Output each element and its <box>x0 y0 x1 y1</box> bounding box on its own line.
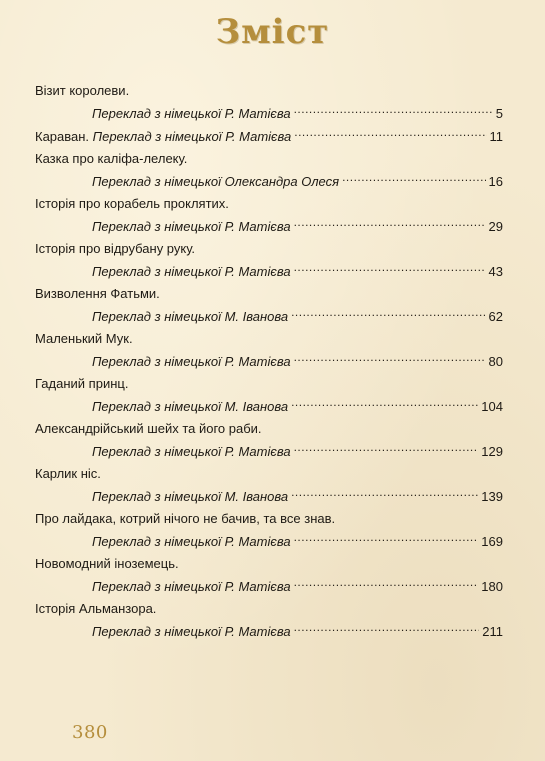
toc-entry-title: Казка про каліфа-лелеку. <box>35 151 188 166</box>
dot-leader <box>294 128 486 141</box>
toc-entry-translator: Переклад з німецької Р. Матієва <box>92 129 292 144</box>
toc-entry-title: Визволення Фатьми. <box>35 286 160 301</box>
toc-entry-line <box>35 620 503 643</box>
toc-entry-title: Карлик ніс. <box>35 466 101 481</box>
toc-entry-translator: Переклад з німецької Р. Матієва <box>92 354 291 369</box>
toc-entry-title: Про лайдака, котрий нічого не бачив, та все знав. <box>35 511 336 526</box>
toc-entry-title: Історія про відрубану руку. <box>35 241 196 256</box>
dot-leader <box>294 533 479 546</box>
toc-entry <box>35 553 503 598</box>
toc-entry-title: Маленький Мук. <box>35 331 133 346</box>
toc-entry <box>35 418 503 463</box>
toc-entry-translator: Переклад з німецької Р. Матієва <box>92 264 291 279</box>
toc-entry-line <box>35 215 503 238</box>
toc-entry-page: 5 <box>495 106 503 121</box>
page-title: Зміст <box>215 12 330 52</box>
toc-entry <box>35 193 503 238</box>
toc-entry-translator: Переклад з німецької Олександра Олеся <box>92 174 340 189</box>
toc-entry-page: 104 <box>481 399 503 414</box>
toc-entry-title: Історія Альманзора. <box>35 601 157 616</box>
toc-entry-translator: Переклад з німецької Р. Матієва <box>92 579 291 594</box>
toc-entry-page: 180 <box>481 579 503 594</box>
toc-entry <box>35 238 503 283</box>
toc-entry <box>35 598 503 643</box>
toc-entry-translator: Переклад з німецької Р. Матієва <box>92 444 291 459</box>
toc-entry-line <box>35 170 503 193</box>
toc-entry-page: 139 <box>481 489 503 504</box>
toc-entry <box>35 373 503 418</box>
toc-entry-line <box>35 125 503 148</box>
toc-entry <box>35 328 503 373</box>
dot-leader <box>291 398 478 411</box>
toc-entry <box>35 80 503 125</box>
table-of-contents <box>35 80 503 643</box>
dot-leader <box>291 308 485 321</box>
toc-entry-line <box>35 305 503 328</box>
toc-entry-title: Гаданий принц. <box>35 376 129 391</box>
toc-entry-translator: Переклад з німецької М. Іванова <box>92 309 289 324</box>
toc-entry-title: Візит королеви. <box>35 83 130 98</box>
toc-entry-line <box>35 102 503 125</box>
toc-entry-title: Караван. <box>35 129 90 144</box>
toc-entry-page: 29 <box>488 219 503 234</box>
toc-entry-page: 43 <box>488 264 503 279</box>
toc-entry-translator: Переклад з німецької М. Іванова <box>92 489 289 504</box>
toc-entry-line <box>35 350 503 373</box>
dot-leader <box>294 623 480 636</box>
toc-entry-line <box>35 440 503 463</box>
toc-entry-line <box>35 575 503 598</box>
dot-leader <box>294 443 479 456</box>
toc-entry-line <box>35 395 503 418</box>
toc-entry-line <box>35 530 503 553</box>
toc-entry-line <box>35 485 503 508</box>
toc-entry-page: 129 <box>481 444 503 459</box>
dot-leader <box>294 218 486 231</box>
toc-entry <box>35 463 503 508</box>
toc-entry-page: 211 <box>482 624 503 639</box>
toc-entry <box>35 125 503 148</box>
toc-entry-page: 62 <box>488 309 503 324</box>
toc-entry-line <box>35 260 503 283</box>
toc-entry-page: 80 <box>488 354 503 369</box>
toc-entry-translator: Переклад з німецької Р. Матієва <box>92 106 291 121</box>
toc-entry-translator: Переклад з німецької Р. Матієва <box>92 624 291 639</box>
dot-leader <box>294 353 486 366</box>
toc-entry-page: 11 <box>489 129 503 144</box>
page-number: 380 <box>72 722 108 743</box>
toc-entry-page: 169 <box>481 534 503 549</box>
dot-leader <box>294 105 493 118</box>
dot-leader <box>342 173 485 186</box>
toc-entry <box>35 508 503 553</box>
toc-entry <box>35 283 503 328</box>
dot-leader <box>291 488 478 501</box>
toc-entry-page: 16 <box>488 174 503 189</box>
toc-entry-translator: Переклад з німецької Р. Матієва <box>92 219 291 234</box>
toc-entry-title: Новомодний іноземець. <box>35 556 179 571</box>
dot-leader <box>294 263 486 276</box>
toc-entry <box>35 148 503 193</box>
dot-leader <box>294 578 479 591</box>
toc-entry-translator: Переклад з німецької Р. Матієва <box>92 534 291 549</box>
toc-entry-title: Історія про корабель проклятих. <box>35 196 229 211</box>
toc-entry-title: Александрійський шейх та його раби. <box>35 421 262 436</box>
toc-entry-translator: Переклад з німецької М. Іванова <box>92 399 289 414</box>
